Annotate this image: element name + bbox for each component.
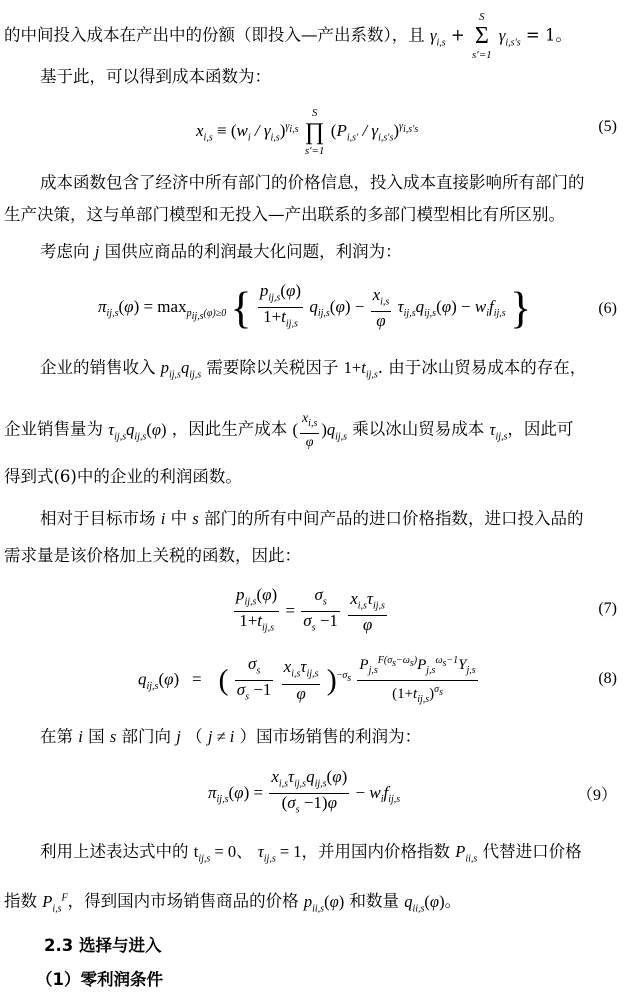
section-heading: 2.3 选择与进入 bbox=[44, 936, 162, 955]
text-span: 和数量 bbox=[349, 891, 399, 911]
paragraph-line: 企业的销售收入 $p_{ij,s}q_{ij,s}$ 需要除以关税因子 $1+t_{ij,s}$. 由于冰山贸易成本的存在， bbox=[40, 358, 587, 381]
paragraph-line bbox=[0, 204, 639, 226]
paragraph-line bbox=[0, 545, 639, 567]
equation-9: $\pi_{ij,s}(\varphi)$ = $\frac{x_{i,s}\tau_{ij,s}q_{ij,s}(\varphi)}{(\sigma_s -1)\varphi}$ − $w_if_{ij,s}$ （9） bbox=[208, 767, 617, 816]
paragraph-line bbox=[0, 172, 639, 194]
text-span: ，并用国内价格指数 bbox=[301, 842, 451, 861]
text-span: 、 bbox=[236, 842, 253, 861]
text-span: 部门的所有中间产品的进口价格指数，进口投入品的 bbox=[204, 509, 584, 528]
equation-number: (8) bbox=[598, 670, 617, 687]
text-span: 。 bbox=[555, 25, 572, 45]
text-span: 代替进口价格 bbox=[482, 842, 582, 861]
equation-number: (5) bbox=[598, 118, 617, 135]
paragraph-line bbox=[0, 466, 639, 488]
equation-number: （9） bbox=[576, 787, 617, 804]
text-span: 利用上述表达式中的 bbox=[40, 842, 189, 861]
paragraph-line: 利用上述表达式中的 $t_{ij,s} = 0$、 $\tau_{ij,s} = 1$，并用国内价格指数 $P_{ii,s}$ 代替进口价格 bbox=[40, 842, 582, 865]
text-span: 部门向 bbox=[121, 727, 172, 746]
text-span: 乘以冰山贸易成本 bbox=[352, 419, 485, 439]
subsection-heading: （1）零利润条件 bbox=[36, 970, 163, 989]
text-span: 指数 bbox=[4, 891, 37, 911]
paragraph-line: 在第 i 国 s 部门向 j （ j ≠ i ）国市场销售的利润为： bbox=[40, 727, 422, 746]
text-span: 相对于目标市场 bbox=[40, 509, 156, 528]
text-span: 企业销售量为 bbox=[4, 419, 103, 439]
equation-6: $\pi_{ij,s}(\varphi) = \max_{p_{ij,s}(\varphi)\ge 0}$ { $\frac{p_{ij,s}(\varphi)}{1+t_{ij,s}}$ $q_{ij,s}(\varphi)$ − $\frac{x_{i,s}}{\varphi}$ $\tau_{ij,s}q_{ij,s}(\varphi) - w_if_{ij,s}$ } (6) bbox=[98, 281, 617, 333]
paragraph-line: 企业销售量为 $\tau_{ij,s}q_{ij,s}(\varphi)$ ，因此生产成本 ( $\frac{x_{i,s}}{\varphi}$ )$q_{ij,s}$ 乘以冰山贸易成本 $\tau_{ij,s}$，因此可 bbox=[4, 411, 574, 450]
paragraph-line: 的中间投入成本在产出中的份额（即投入—产出系数），且 $\gamma_{i,s} + S$ Σ s′=1 $\gamma_{i,s's} = 1$。 bbox=[4, 11, 572, 61]
text-span: 在第 bbox=[40, 727, 73, 746]
text-span: 中 bbox=[170, 509, 188, 528]
text-span: 需求量是该价格加上关税的函数，因此： bbox=[4, 546, 301, 565]
text-span: 成本函数包含了经济中所有部门的价格信息，投入成本直接影响所有部门的 bbox=[40, 173, 585, 192]
text-span: 。 bbox=[444, 891, 462, 911]
text-span: ，因此可 bbox=[507, 419, 574, 439]
equation-7: $\frac{p_{ij,s}(\varphi)}{1+t_{ij,s}}$ = $\frac{\sigma_s}{\sigma_s -1}$ $\frac{x_{i,s}\tau_{ij,s}}{\varphi}$ (7) bbox=[236, 585, 617, 635]
paragraph-line: 相对于目标市场 i 中 s 部门的所有中间产品的进口价格指数，进口投入品的 bbox=[40, 509, 584, 528]
paragraph-line: 指数 $P_{i,s}^F$，得到国内市场销售商品的价格 $p_{ii,s}(\varphi)$ 和数量 $q_{ii,s}(\varphi)$。 bbox=[4, 891, 462, 914]
paragraph-line bbox=[0, 66, 639, 88]
text-span: ，因此生产成本 bbox=[171, 419, 288, 439]
text-span: 国供应商品的利润最大化问题，利润为： bbox=[104, 242, 402, 261]
text-span: 生产决策，这与单部门模型和无投入—产出联系的多部门模型相比有所区别。 bbox=[4, 205, 565, 224]
equation-number: (7) bbox=[598, 600, 617, 617]
text-span: . 由于冰山贸易成本的存在， bbox=[377, 358, 587, 377]
equation-number: (6) bbox=[598, 300, 617, 317]
text-span: 国 bbox=[88, 727, 105, 746]
equation-5: $x_{i,s} \equiv (w_i / \gamma_{i,s})^{\gamma_{i,s}}$ S ∏ s′=1 $(P_{i,s'} / \gamma_{i,s's})^{\gamma_{i,s's}}$ (5) bbox=[196, 107, 617, 157]
text-span: 考虑向 bbox=[40, 242, 90, 261]
equation-8: $q_{ij,s}(\varphi)$ = ( $\frac{\sigma_s}{\sigma_s -1}$ $\frac{x_{i,s}\tau_{ij,s}}{\varphi}$ )$^{-\sigma_s}$ $\frac{P_{j,s}^{F(\sigma_s-\omega_s)}P_{j,s}^{\omega_s-1}Y_{j,s}}{(1+t_{ij,s})^{\sigma_s}}$ (8) bbox=[138, 653, 617, 705]
text-span: （ bbox=[186, 727, 203, 746]
paragraph-line: 考虑向 j 国供应商品的利润最大化问题，利润为： bbox=[40, 242, 402, 261]
text-span: 得到式(6)中的企业的利润函数。 bbox=[4, 467, 242, 486]
text-span: ）国市场销售的利润为： bbox=[239, 727, 422, 746]
text-span: ，得到国内市场销售商品的价格 bbox=[67, 891, 299, 911]
text-span: 需要除以关税因子 bbox=[206, 358, 339, 377]
text-span: 的中间投入成本在产出中的份额（即投入—产出系数），且 bbox=[4, 25, 425, 45]
text-span: 基于此，可以得到成本函数为： bbox=[40, 67, 271, 86]
text-span: 企业的销售收入 bbox=[40, 358, 156, 377]
